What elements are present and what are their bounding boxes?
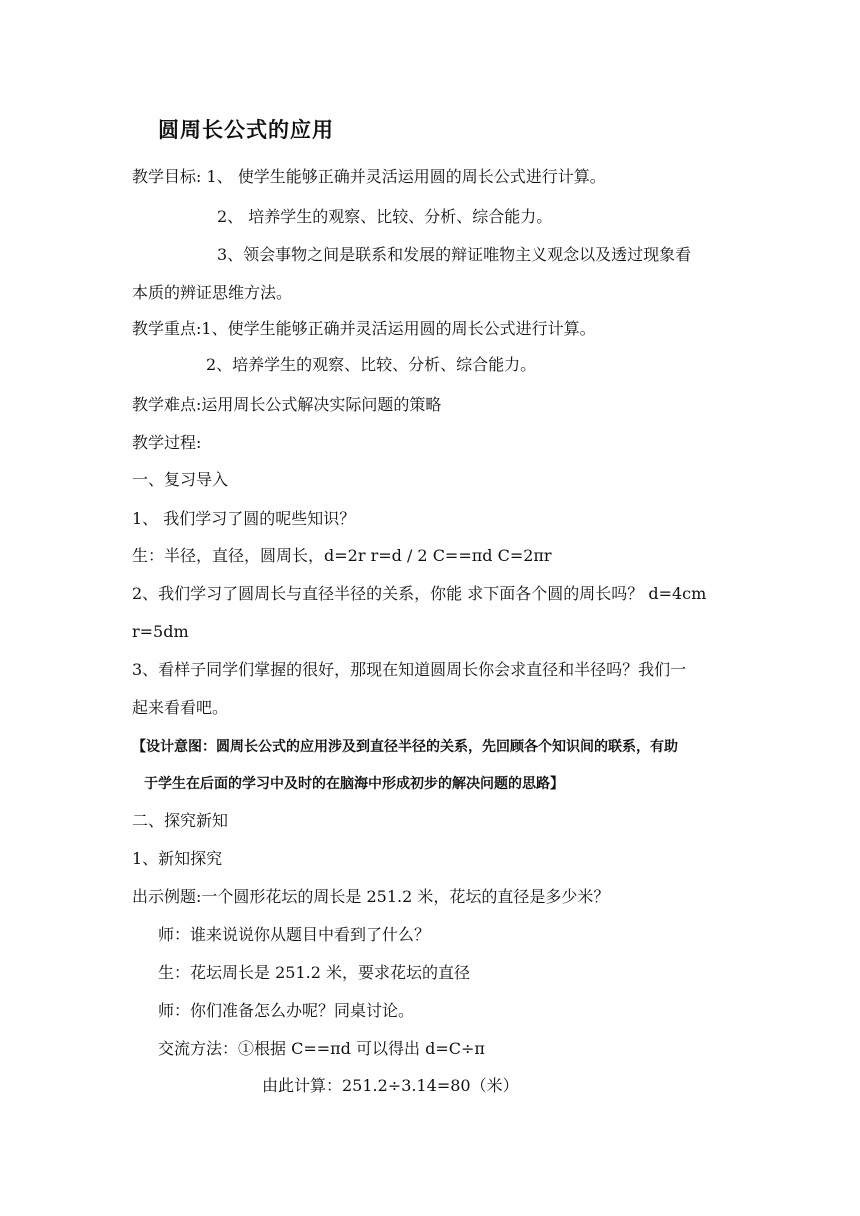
teaching-process: 教学过程: bbox=[132, 433, 202, 452]
teaching-goal-2: 2、 培养学生的观察、比较、分析、综合能力。 bbox=[217, 207, 553, 226]
calculation-line: 由此计算：251.2÷3.14=80（米） bbox=[262, 1076, 519, 1095]
section-review: 一、复习导入 bbox=[132, 470, 229, 489]
section-explore: 二、探究新知 bbox=[132, 811, 229, 830]
review-q3-cont: 起来看看吧。 bbox=[132, 698, 229, 717]
design-note: 【设计意图：圆周长公式的应用涉及到直径半径的关系，先回顾各个知识间的联系，有助 bbox=[132, 739, 678, 755]
document-title: 圆周长公式的应用 bbox=[158, 118, 334, 142]
review-a1: 生：半径，直径，圆周长，d=2r r=d / 2 C==πd C=2πr bbox=[132, 546, 552, 565]
teaching-goal-3: 3、领会事物之间是联系和发展的辩证唯物主义观念以及透过现象看 bbox=[217, 245, 692, 264]
review-q2-cont: r=5dm bbox=[132, 622, 189, 641]
example-problem: 出示例题:一个圆形花坛的周长是 251.2 米，花坛的直径是多少米？ bbox=[132, 887, 610, 906]
review-q1: 1、 我们学习了圆的呢些知识？ bbox=[132, 509, 356, 528]
explore-subheading: 1、新知探究 bbox=[132, 849, 223, 868]
review-q2: 2、我们学习了圆周长与直径半径的关系，你能 求下面各个圆的周长吗？ d=4cm bbox=[132, 584, 707, 603]
method-line: 交流方法：①根据 C==πd 可以得出 d=C÷π bbox=[158, 1039, 485, 1058]
teaching-goal-1: 教学目标: 1、 使学生能够正确并灵活运用圆的周长公式进行计算。 bbox=[132, 167, 606, 186]
teacher-line-1: 师：谁来说说你从题目中看到了什么？ bbox=[158, 925, 431, 944]
teaching-focus-2: 2、培养学生的观察、比较、分析、综合能力。 bbox=[206, 355, 537, 374]
teacher-line-2: 师：你们准备怎么办呢？同桌讨论。 bbox=[158, 1001, 415, 1020]
teaching-focus-1: 教学重点:1、使学生能够正确并灵活运用圆的周长公式进行计算。 bbox=[132, 319, 596, 338]
student-line-1: 生：花坛周长是 251.2 米，要求花坛的直径 bbox=[158, 963, 470, 982]
review-q3: 3、看样子同学们掌握的很好，那现在知道圆周长你会求直径和半径吗？我们一 bbox=[132, 660, 687, 679]
teaching-difficulty: 教学难点:运用周长公式解决实际问题的策略 bbox=[132, 395, 442, 414]
teaching-goal-3-cont: 本质的辨证思维方法。 bbox=[132, 283, 293, 302]
design-note-cont: 于学生在后面的学习中及时的在脑海中形成初步的解决问题的思路】 bbox=[144, 776, 564, 792]
